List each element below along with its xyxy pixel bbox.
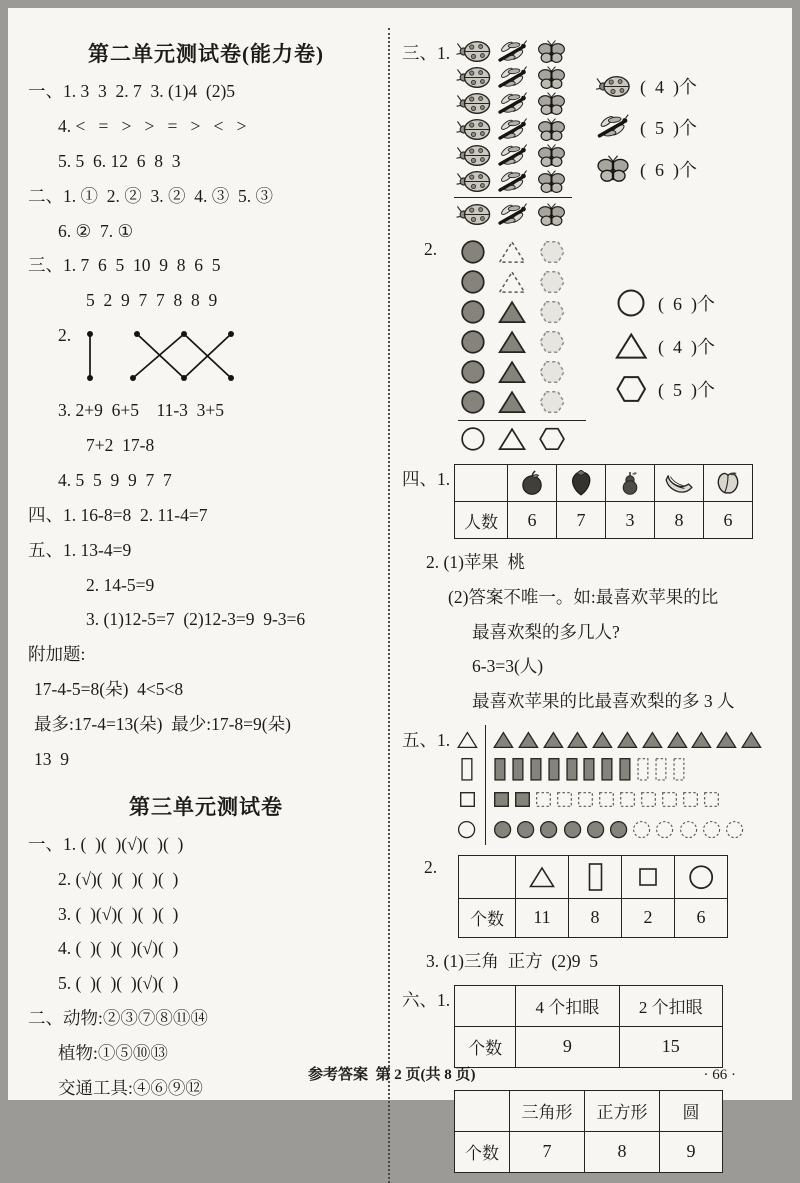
circle-shape (460, 389, 486, 415)
answer-count: ( 5 )个 (658, 379, 715, 400)
circle-shape (539, 820, 558, 839)
answer-line: 4. ( )( )( )(√)( ) (58, 938, 179, 959)
butterfly-icon (594, 154, 632, 183)
ladybug-icon (454, 169, 493, 194)
answer-line: 五、1. 13-4=9 (28, 539, 132, 560)
header-shape (516, 866, 568, 888)
circle-shape (460, 359, 486, 385)
answer-row (612, 288, 715, 318)
butterfly-icon (532, 91, 571, 116)
answer-line: 二、动物:②③⑦⑧⑪⑭ (28, 1008, 208, 1029)
hexagon-shape (615, 374, 648, 404)
table-cell: 6 (675, 898, 728, 937)
butterfly-icon (532, 169, 571, 194)
section-3-1 (402, 38, 774, 227)
answer-line: 13 9 (34, 748, 69, 769)
triangle-shape (543, 731, 564, 749)
unit3-title: 第三单元测试卷 (129, 794, 283, 819)
table-cell: 8 (585, 1131, 660, 1172)
hexagon-cell (538, 269, 567, 295)
row-label: 个数 (455, 1026, 516, 1067)
answer-line: 三、1. 7 6 5 10 9 8 6 5 (28, 255, 221, 276)
ladybug-icon (594, 74, 632, 99)
square-shape (638, 867, 658, 887)
hexagon-cell (538, 389, 567, 415)
triangle-shape (493, 731, 514, 749)
pictograph-row (493, 725, 762, 755)
rect-shape (654, 757, 668, 782)
answer-line: 四、1. 16-8=8 2. 11-4=7 (28, 504, 208, 525)
ladybug-icon (454, 143, 493, 168)
row-label: 个数 (459, 898, 516, 937)
triangle-shape (498, 427, 526, 451)
column-header: 2 个扣眼 (619, 985, 722, 1026)
answer-count: ( 5 )个 (640, 117, 697, 138)
fruit-icon (715, 470, 741, 496)
circle-shape (609, 820, 628, 839)
section-5-2 (402, 855, 774, 938)
butterfly-icon (532, 65, 571, 90)
answer-count: ( 4 )个 (640, 77, 697, 97)
section-3-2 (402, 237, 774, 454)
triangle-row-label (454, 725, 480, 755)
answer-line: 交通工具:④⑥⑨⑫ (58, 1077, 203, 1098)
table-cell: 3 (606, 502, 655, 539)
triangle-shape (498, 330, 526, 354)
triangle-shape (457, 731, 478, 749)
square-shape (577, 791, 594, 808)
hexagon-shape (538, 389, 566, 415)
circle-shape (460, 329, 486, 355)
triangle-shape (691, 731, 712, 749)
apple-icon (508, 465, 557, 502)
shape-count-table (458, 855, 728, 938)
triangle-icon (612, 332, 650, 360)
dragonfly-icon (493, 169, 532, 194)
table-header-row (455, 465, 753, 502)
butterfly-icon (532, 143, 571, 168)
rect-shape (547, 757, 561, 782)
triangle-shape (498, 390, 526, 414)
circle-shape (655, 820, 674, 839)
square-row-label (454, 785, 480, 815)
rect-shape (529, 757, 543, 782)
answer-shape (616, 288, 646, 318)
dragonfly-icon (493, 143, 532, 168)
matching-lines-diagram (81, 325, 251, 387)
insect-grid (454, 38, 572, 227)
insect-figure (454, 38, 697, 227)
square-shape (535, 791, 552, 808)
dragonfly-icon (493, 65, 532, 90)
hexagon-shape (538, 426, 566, 452)
table-cell: 6 (508, 502, 557, 539)
pictograph-row (493, 815, 762, 845)
table-value-row (455, 1131, 723, 1172)
answer-line: 4. < = > > = > < > (58, 115, 247, 136)
circle-shape (563, 820, 582, 839)
section-label: 六、1. (402, 989, 451, 1010)
insect-answers (594, 66, 697, 227)
header-shape (622, 867, 674, 887)
section-label: 2. (424, 856, 438, 877)
hexagon-shape (538, 329, 566, 355)
circle-cell (458, 329, 487, 355)
answer-row (594, 73, 697, 99)
square-shape (640, 791, 657, 808)
rect-shape (636, 757, 650, 782)
circle-shape (725, 820, 744, 839)
answer-line: 3. ( )(√)( )( )( ) (58, 903, 179, 924)
table-header-row (455, 985, 723, 1026)
circle-shape (457, 820, 476, 839)
answer-icon (595, 113, 631, 140)
hexagon-cell (538, 329, 567, 355)
header-shape (569, 862, 621, 892)
answer-line: 2. 14-5=9 (86, 574, 155, 595)
triangle-shape (498, 240, 526, 264)
ladybug-icon (454, 202, 493, 227)
square-shape (661, 791, 678, 808)
table-cell: 9 (516, 1026, 619, 1067)
square-shape (598, 791, 615, 808)
fruit-icon (664, 472, 694, 494)
hexagon-cell (538, 299, 567, 325)
header-shape (675, 864, 727, 890)
two-column-layout (8, 8, 792, 1183)
rect-shape (511, 757, 525, 782)
circle-icon (612, 288, 650, 318)
buttonhole-count-table (454, 985, 723, 1068)
triangle-shape (716, 731, 737, 749)
answer-line: 3. 2+9 6+5 11-3 3+5 (58, 400, 225, 421)
answer-line: 植物:①⑤⑩⑬ (58, 1043, 168, 1063)
table-cell: 7 (510, 1131, 585, 1172)
hexagon-icon (612, 374, 650, 404)
butterfly-icon (532, 117, 571, 142)
answer-row (594, 113, 697, 140)
column-header: 圆 (660, 1090, 723, 1131)
circle-cell (458, 299, 487, 325)
dragonfly-icon (493, 39, 532, 64)
answer-line: (2)答案不唯一。如:最喜欢苹果的比 (448, 586, 719, 607)
matching-diagram-row (28, 325, 384, 387)
ladybug-icon (454, 117, 493, 142)
fruit-count-table (454, 464, 753, 539)
answer-line: 5 2 9 7 7 8 8 9 (86, 290, 218, 311)
pictograph-labels (454, 725, 480, 845)
answer-count: ( 4 )个 (658, 336, 715, 357)
rect-shape (672, 757, 686, 782)
triangle-cell (498, 300, 527, 324)
section-4-1 (402, 464, 774, 539)
total-line (458, 420, 586, 421)
square-shape (459, 791, 476, 808)
triangle-cell (498, 240, 527, 264)
triangle-shape (518, 731, 539, 749)
answer-line: 最喜欢梨的多几人? (472, 621, 620, 642)
answer-line: 5. 5 6. 12 6 8 3 (58, 150, 181, 171)
answer-row (612, 374, 715, 404)
hexagon-shape (538, 269, 566, 295)
scanned-answer-page (8, 8, 792, 1163)
fruit-icon (568, 470, 594, 496)
circle-shape (460, 426, 486, 452)
strawberry-icon (557, 465, 606, 502)
rect-shape (493, 757, 507, 782)
triangle-cell (498, 390, 527, 414)
table-cell: 8 (569, 898, 622, 937)
circle-row-label (454, 815, 480, 845)
pictograph-row (493, 755, 762, 785)
answer-line: 一、1. 3 3 2. 7 3. (1)4 (2)5 (28, 81, 236, 101)
answer-count: ( 6 )个 (658, 294, 715, 314)
answer-line: 6-3=3(人) (472, 656, 544, 677)
triangle-shape (529, 866, 555, 888)
circle-shape (493, 820, 512, 839)
answer-icon (595, 74, 631, 99)
shape-name-count-table (454, 1090, 723, 1173)
rect-shape (582, 757, 596, 782)
triangle-cell (498, 330, 527, 354)
answer-line: 最喜欢苹果的比最喜欢梨的多 3 人 (472, 691, 735, 711)
circle-shape (460, 299, 486, 325)
answer-line: 3. (1)12-5=7 (2)12-3=9 9-3=6 (86, 609, 306, 630)
triangle-shape (642, 731, 663, 749)
dragonfly-icon (493, 202, 532, 227)
shape-grid (458, 237, 586, 454)
section-label: 四、1. (402, 469, 451, 489)
section-label: 三、1. (402, 43, 451, 63)
triangle-cell (498, 360, 527, 384)
circle-icon (675, 855, 728, 898)
triangle-shape (592, 731, 613, 749)
hexagon-cell (538, 239, 567, 265)
circle-cell (458, 389, 487, 415)
square-icon (622, 855, 675, 898)
answer-line: 17-4-5=8(朵) 4<5<8 (34, 679, 184, 700)
answer-line: 7+2 17-8 (86, 435, 155, 455)
blank-cell (455, 985, 516, 1026)
table-cell: 11 (516, 898, 569, 937)
ladybug-icon (454, 91, 493, 116)
triangle-shape (741, 731, 762, 749)
circle-cell (458, 359, 487, 385)
square-shape (493, 791, 510, 808)
table-cell: 15 (619, 1026, 722, 1067)
answer-line: 6. ② 7. ① (58, 220, 134, 241)
section-label: 2. (424, 239, 438, 259)
answer-row (612, 332, 715, 360)
rect-shape (587, 862, 604, 892)
section-label: 五、1. (402, 729, 451, 750)
row-label: 人数 (455, 502, 508, 539)
hexagon-cell (538, 359, 567, 385)
circle-shape (516, 820, 535, 839)
shape-answers (612, 281, 715, 454)
answer-line: 5. ( )( )( )(√)( ) (58, 973, 179, 994)
circle-shape (460, 239, 486, 265)
square-shape (556, 791, 573, 808)
pictograph-axis (485, 725, 486, 845)
answer-line: 附加题: (28, 644, 86, 665)
rect-shape (460, 757, 474, 782)
right-column (388, 28, 774, 1183)
rect-icon (569, 855, 622, 898)
circle-shape (460, 269, 486, 295)
footer-page-info: 参考答案 第 2 页(共 8 页) (308, 1067, 476, 1083)
pear-icon (606, 465, 655, 502)
banana-icon (655, 465, 704, 502)
circle-shape (616, 288, 646, 318)
circle-cell (458, 426, 487, 452)
dragonfly-icon (493, 91, 532, 116)
circle-shape (688, 864, 714, 890)
answer-line: 最多:17-4=13(朵) 最少:17-8=9(朵) (34, 714, 291, 734)
triangle-icon (516, 855, 569, 898)
shape-figure (458, 237, 715, 454)
triangle-shape (498, 300, 526, 324)
table-cell: 8 (655, 502, 704, 539)
answer-line: 2. (1)苹果 桃 (426, 552, 526, 572)
ladybug-icon (454, 65, 493, 90)
table-value-row (455, 1026, 723, 1067)
answer-line: 二、1. ① 2. ② 3. ② 4. ③ 5. ③ (28, 185, 273, 206)
table-header-row (455, 1090, 723, 1131)
pictograph (454, 725, 762, 845)
triangle-shape (498, 360, 526, 384)
circle-shape (632, 820, 651, 839)
peach-icon (704, 465, 753, 502)
answer-line: 2. (√)( )( )( )( ) (58, 868, 179, 889)
rect-row-label (454, 755, 480, 785)
triangle-shape (567, 731, 588, 749)
triangle-shape (498, 270, 526, 294)
column-header: 正方形 (585, 1090, 660, 1131)
hexagon-shape (538, 359, 566, 385)
table-cell: 2 (622, 898, 675, 937)
dragonfly-icon (493, 117, 532, 142)
answer-row (594, 154, 697, 183)
hexagon-shape (538, 239, 566, 265)
column-header: 三角形 (510, 1090, 585, 1131)
answer-line: 3. (1)三角 正方 (2)9 5 (426, 950, 599, 971)
fruit-icon (618, 470, 642, 496)
rect-shape (600, 757, 614, 782)
answer-count: ( 6 )个 (640, 159, 697, 180)
rect-shape (618, 757, 632, 782)
blank-cell (455, 1090, 510, 1131)
dragonfly-icon (594, 113, 632, 140)
blank-cell (455, 465, 508, 502)
square-shape (514, 791, 531, 808)
butterfly-icon (532, 202, 571, 227)
pictograph-row (493, 785, 762, 815)
square-shape (682, 791, 699, 808)
table-cell: 7 (557, 502, 606, 539)
left-column (28, 28, 384, 1183)
blank-cell (459, 855, 516, 898)
table-cell: 6 (704, 502, 753, 539)
fruit-icon (519, 470, 545, 496)
hexagon-cell (538, 426, 567, 452)
footer-page-number: · 66 · (703, 1067, 736, 1083)
answer-icon (596, 154, 630, 183)
item-label: 2. (58, 325, 72, 346)
column-header: 4 个扣眼 (516, 985, 619, 1026)
row-label: 个数 (455, 1131, 510, 1172)
answer-shape (615, 374, 648, 404)
square-shape (703, 791, 720, 808)
table-header-row (459, 855, 728, 898)
table-cell: 9 (660, 1131, 723, 1172)
triangle-shape (617, 731, 638, 749)
circle-shape (679, 820, 698, 839)
triangle-cell (498, 427, 527, 451)
hexagon-shape (538, 299, 566, 325)
circle-shape (702, 820, 721, 839)
ladybug-icon (454, 39, 493, 64)
square-shape (619, 791, 636, 808)
circle-shape (586, 820, 605, 839)
table-value-row (459, 898, 728, 937)
section-5-1 (402, 725, 774, 845)
pictograph-rows (493, 725, 762, 845)
triangle-shape (667, 731, 688, 749)
total-line (454, 197, 572, 198)
table-stack (454, 985, 723, 1173)
rect-shape (565, 757, 579, 782)
table-value-row (455, 502, 753, 539)
triangle-cell (498, 270, 527, 294)
answer-line: 4. 5 5 9 9 7 7 (58, 469, 172, 490)
butterfly-icon (532, 39, 571, 64)
unit2-title: 第二单元测试卷(能力卷) (88, 42, 324, 66)
triangle-shape (615, 332, 648, 360)
answer-line: 一、1. ( )( )(√)( )( ) (28, 833, 184, 854)
circle-cell (458, 239, 487, 265)
answer-shape (615, 332, 648, 360)
circle-cell (458, 269, 487, 295)
